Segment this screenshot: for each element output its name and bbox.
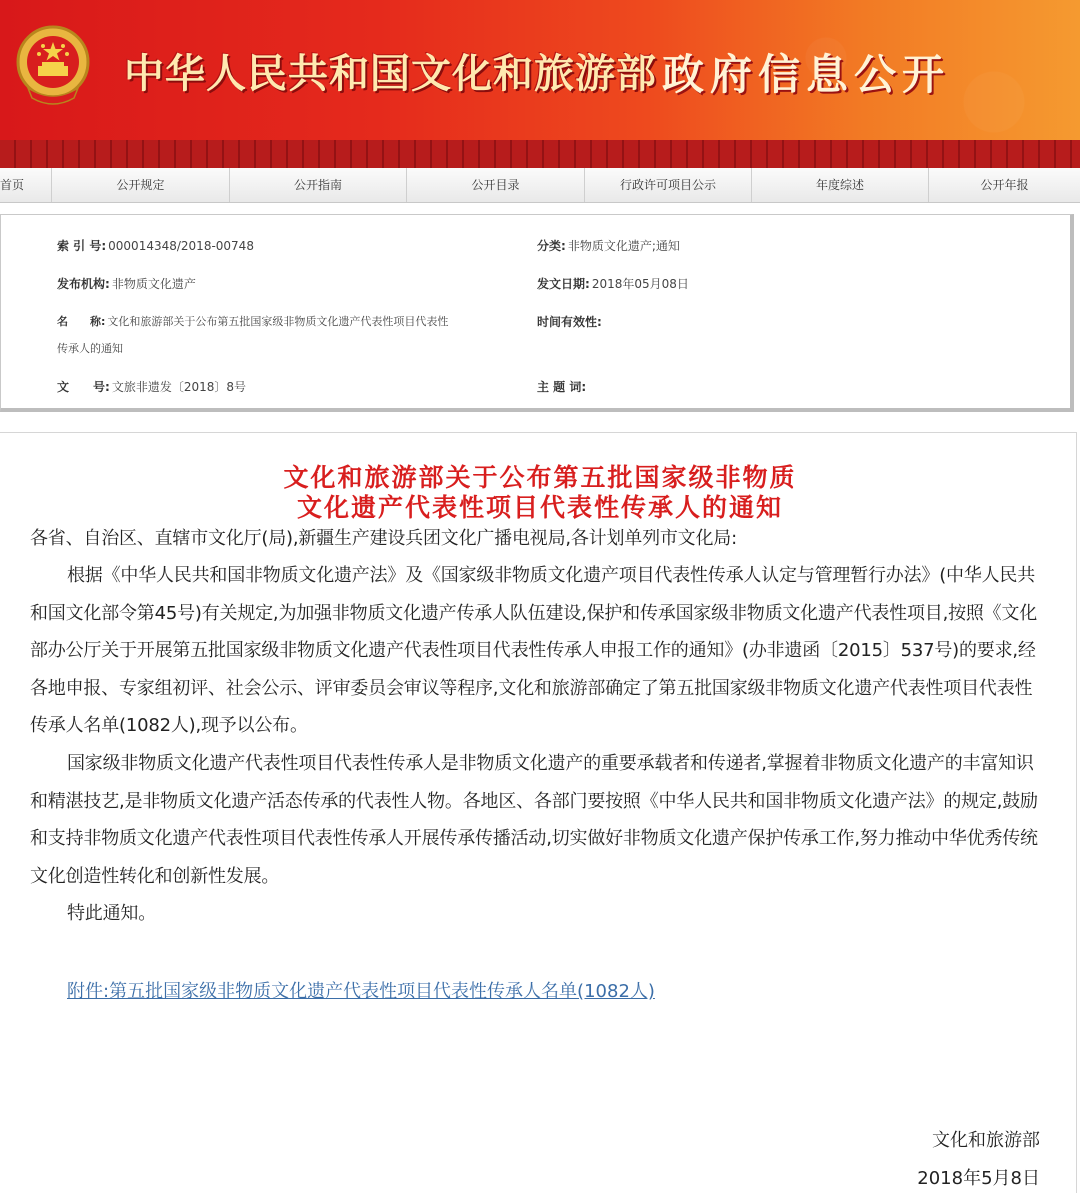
signer: 文化和旅游部 (932, 1130, 1040, 1151)
meta-date-label: 发文日期: (537, 277, 590, 291)
nav-item-annual-report[interactable]: 公开年报 (980, 178, 1029, 192)
nav-item-guide[interactable]: 公开指南 (230, 168, 407, 202)
meta-publisher-label: 发布机构: (57, 277, 110, 291)
attachment-link[interactable]: 附件:第五批国家级非物质文化遗产代表性项目代表性传承人名单(1082人) (67, 981, 655, 1002)
decorative-stripe (0, 140, 1080, 168)
document-title-line2: 文化遗产代表性项目代表性传承人的通知 (296, 493, 783, 522)
meta-publisher-value: 非物质文化遗产 (111, 277, 196, 291)
nav-item-catalog[interactable]: 公开目录 (407, 168, 585, 202)
meta-index-label: 索 引 号: (57, 239, 107, 253)
meta-category-label: 分类: (537, 239, 566, 253)
meta-validity (537, 313, 604, 330)
document-paragraph-2: 国家级非物质文化遗产代表性项目代表性传承人是非物质文化遗产的重要承载者和传递者,掌握着非物质文化遗产的丰富知识和精湛技艺,是非物质文化遗产活态传承的代表性人物。各地区、各部门要按照《中华人民共和国非物质文化遗产法》的规定,鼓励和支持非物质文化遗产代表性项目代表性传承人开展传承传播活动,切实做好非物质文化遗产保护传承工作,努力推动中华优秀传统文化创造性转化和创新性发展。 (30, 753, 1038, 887)
nav-item-annual-summary[interactable]: 年度综述 (752, 168, 929, 202)
meta-name-value: 文化和旅游部关于公布第五批国家级非物质文化遗产代表性项目代表性 (107, 315, 449, 328)
document-salutation: 各省、自治区、直辖市文化厅(局),新疆生产建设兵团文化广播电视局,各计划单列市文化局: (30, 528, 737, 549)
document-closing: 特此通知。 (67, 903, 156, 924)
meta-index-value: 000014348/2018-00748 (108, 239, 254, 253)
meta-keywords-label: 主 题 词: (537, 380, 587, 394)
document-meta-box (0, 214, 1074, 412)
meta-name-continued: 传承人的通知 (57, 342, 123, 355)
national-emblem-icon (14, 24, 92, 108)
meta-category (537, 237, 680, 254)
site-banner (0, 0, 1080, 140)
sign-date: 2018年5月8日 (917, 1168, 1040, 1189)
meta-date-value: 2018年05月08日 (591, 277, 689, 291)
meta-name-label: 名 称: (57, 315, 106, 328)
meta-validity-label: 时间有效性: (537, 315, 602, 329)
document-paragraph-1: 根据《中华人民共和国非物质文化遗产法》及《国家级非物质文化遗产项目代表性传承人认定与管理暂行办法》(中华人民共和国文化部令第45号)有关规定,为加强非物质文化遗产传承人队伍建设,保护和传承国家级非物质文化遗产代表性项目,按照《文化部办公厅关于开展第五批国家级非物质文化遗产代表性项目代表性传承人申报工作的通知》(办非遗函〔2015〕537号)的要求,经各地申报、专家组初评、社会公示、评审委员会审议等程序,文化和旅游部确定了第五批国家级非物质文化遗产代表性项目代表性传承人名单(1082人),现予以公布。 (30, 565, 1038, 737)
meta-date (537, 275, 689, 292)
nav-item-permits[interactable]: 行政许可项目公示 (585, 168, 752, 202)
main-nav (0, 168, 1080, 203)
nav-item-home[interactable]: 首页 (0, 168, 52, 202)
meta-name (57, 313, 448, 329)
meta-publisher (57, 275, 196, 292)
meta-docno (57, 378, 246, 395)
meta-index (57, 237, 254, 254)
meta-category-value: 非物质文化遗产;通知 (567, 239, 680, 253)
meta-keywords (537, 378, 588, 395)
meta-docno-value: 文旅非遗发〔2018〕8号 (111, 380, 246, 394)
nav-item-rules[interactable]: 公开规定 (52, 168, 230, 202)
section-title: 政府信息公开 (662, 50, 951, 99)
meta-docno-label: 文 号: (57, 380, 110, 394)
site-title: 中华人民共和国文化和旅游部 (124, 50, 657, 97)
document-title-line1: 文化和旅游部关于公布第五批国家级非物质 (283, 463, 797, 492)
